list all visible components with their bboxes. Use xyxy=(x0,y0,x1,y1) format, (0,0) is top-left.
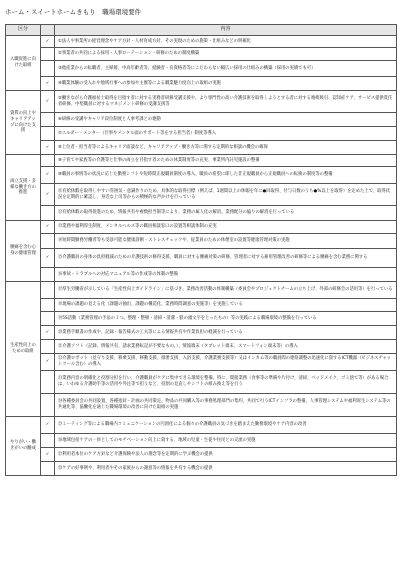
requirement-text-cell xyxy=(55,36,397,48)
check-cell xyxy=(41,268,55,282)
table-row xyxy=(6,48,397,61)
table-row xyxy=(6,417,397,434)
requirement-text-cell xyxy=(55,61,397,77)
table-row xyxy=(6,434,397,448)
check-cell xyxy=(41,354,55,371)
check-cell xyxy=(41,77,55,91)
requirement-text: ㉘ケアの好事例や、利用者やその家族からの謝意等の情報を共有する機会の提供 xyxy=(58,465,213,471)
table-row xyxy=(6,221,397,234)
table-row xyxy=(6,299,397,312)
requirement-text-cell xyxy=(55,234,397,249)
table-row xyxy=(6,61,397,77)
requirement-text-cell xyxy=(55,113,397,127)
checkmark-icon: ✓ xyxy=(45,422,50,428)
check-cell xyxy=(41,371,55,394)
requirement-text: ⑳業務手順書の作成や、記録・報告様式の工夫等による情報共有や作業負担の軽減を行っている xyxy=(58,329,243,335)
table-row xyxy=(6,249,397,268)
table-row xyxy=(6,312,397,326)
table-row xyxy=(6,77,397,91)
check-cell xyxy=(41,394,55,417)
requirement-text: ⑮介護職員の身体の負担軽減のための介護技術の修得支援、職員に対する腰痛対策の研修、管理者に対する雇用管理改善の研修等による腰痛を含む業務に関する xyxy=(58,255,368,261)
category-cell: やりがい・働きがいの醸成 xyxy=(6,417,41,476)
check-cell xyxy=(41,48,55,61)
document-title: ホーム・スイートホームきもり 職場環境要件 xyxy=(5,8,142,16)
check-cell xyxy=(41,184,55,206)
checkmark-icon: ✓ xyxy=(45,98,50,104)
check-cell xyxy=(41,417,55,434)
requirement-text: ⑧上位者・担当者等によるキャリア面談など、キャリアアップ・働き方等に関する定期的な相談の機会の確保 xyxy=(58,144,268,150)
check-cell xyxy=(41,326,55,340)
requirement-text-cell xyxy=(55,371,397,394)
checkmark-icon: ✓ xyxy=(45,255,50,261)
requirement-text: ㉔各種委員会の共同設置、各種指針・計画の共同策定、物品の共同購入等の事務処理部門の集約、共同で行うICTインフラの整備、人事管理システムや福利厚生システム等の共通化等、協働化を通じた職場環境の改善に向けた取組の実施 xyxy=(58,399,391,410)
checkmark-icon: ✓ xyxy=(45,359,50,365)
check-cell xyxy=(41,312,55,326)
check-cell xyxy=(41,167,55,184)
checkmark-icon: ✓ xyxy=(45,224,50,230)
requirement-text: ⑤働きながら介護福祉士取得を目指す者に対する実務者研修受講支援や、より専門性の高い介護技術を取得しようとする者に対する喀痰吸引、認知症ケア、サービス提供責任者研修、中堅職員に対するマネジメント研修の受講支援等 xyxy=(58,95,393,107)
table-row xyxy=(6,141,397,155)
table-row xyxy=(6,268,397,282)
category-cell: 両立支援・多様な働き方の推進 xyxy=(6,155,41,221)
requirement-text: ㉕ミーティング等による職場内コミュニケーションの円滑化による個々の介護職員の気づきを踏まえた勤務環境やケア内容の改善 xyxy=(58,422,307,428)
check-cell xyxy=(41,141,55,155)
requirement-text: ⑩職員の事情等の状況に応じた勤務シフトや短時間正規職員制度の導入、職員の希望に即した非正規職員から正規職員への転換の制度等の整備 xyxy=(58,172,333,178)
table-row xyxy=(6,184,397,206)
requirement-text-cell xyxy=(55,462,397,476)
table-row xyxy=(6,234,397,249)
table-row xyxy=(6,206,397,221)
table-row xyxy=(6,462,397,476)
check-cell xyxy=(41,155,55,167)
checkmark-icon: ✓ xyxy=(45,144,50,150)
table-row xyxy=(6,91,397,113)
checkmark-icon: ✓ xyxy=(45,172,50,178)
check-cell xyxy=(41,113,55,127)
requirement-text-cell xyxy=(55,417,397,434)
table-row xyxy=(6,36,397,48)
table-row xyxy=(6,371,397,394)
check-cell xyxy=(41,127,55,141)
check-cell xyxy=(41,249,55,268)
requirement-text: ⑦エルダー・メンター（仕事やメンタル面のサポート等をする担当者）制度等導入 xyxy=(58,130,217,136)
requirement-text-cell xyxy=(55,326,397,340)
table-row xyxy=(6,155,397,167)
check-cell xyxy=(41,221,55,234)
checkmark-icon: ✓ xyxy=(45,451,50,457)
requirement-text: ①法人や事業所の経営理念やケア方針・人材育成方針、その実現のための施策・仕組みなどの明確化 xyxy=(58,38,251,44)
table-row xyxy=(6,394,397,417)
requirement-text-cell xyxy=(55,155,397,167)
check-cell xyxy=(41,234,55,249)
requirement-text: ③他産業からの転職者、主婦層、中高年齢者等、経験者・有資格者等にこだわらない幅広い採用の仕組みの構築（採用の実績でも可） xyxy=(58,65,316,71)
requirement-text: ⑰厚生労働省が示している「生産性向上ガイドライン」に基づき、業務改善活動の体制構築（委員会やプロジェクトチームの立ち上げ、外部の研修会の活用等）を行っている xyxy=(58,287,393,293)
table-row xyxy=(6,340,397,354)
table-row xyxy=(6,127,397,141)
table-header-row xyxy=(6,25,397,36)
table-row xyxy=(6,448,397,462)
requirement-text-cell xyxy=(55,48,397,61)
header-category: 区分 xyxy=(6,25,41,36)
requirement-text-cell xyxy=(55,249,397,268)
table-row xyxy=(6,167,397,184)
requirement-text-cell xyxy=(55,77,397,91)
requirement-text-cell xyxy=(55,394,397,417)
check-cell xyxy=(41,448,55,462)
requirement-text: ⑱現場の課題の見える化（課題の抽出、課題の構造化、業務時間調査の実施等）を実施している xyxy=(58,302,243,308)
requirement-text-cell xyxy=(55,299,397,312)
requirement-text: ⑪有給休暇を取得しやすい雰囲気・意識作りのため、具体的な取得目標（例えば、1週間以上の休暇を年に●回取得、付与日数のうち●%以上を取得）を定めた上で、取得状況を定期的に確認し、身近な上司等からの積極的な声かけを行っている xyxy=(58,188,391,200)
category-cell: 腰痛を含む心身の健康管理 xyxy=(6,221,41,282)
requirement-text: ㉓業務内容の明確化と役割分担を行い、介護職員がケアに集中できる環境を整備。特に、間接業務（食事等の準備や片付け、清掃、ベッドメイク、ゴミ捨て等）がある場合は、いわゆる介護助手等の活用や外注等で担うなど、役割の見直しやシフトの組み換え等を行う xyxy=(58,376,389,387)
checkmark-icon: ✓ xyxy=(45,329,50,335)
requirement-text: ⑨子育てや家族等の介護等と仕事の両立を目指す者のための休業制度等の充実、事業所内託児施設の整備 xyxy=(58,157,260,163)
header-content: 内容 xyxy=(55,25,397,36)
requirement-text-cell xyxy=(55,167,397,184)
requirement-text-cell xyxy=(55,434,397,448)
table-row xyxy=(6,282,397,299)
requirement-text: ⑫有給休暇の取得促進のため、情報共有や複数担当制等により、業務の属人化の解消、業務配分の偏りの解消を行っている xyxy=(58,210,295,216)
requirement-text-cell xyxy=(55,221,397,234)
category-cell: 資質の向上やキャリアアップに向けた支援 xyxy=(6,91,41,155)
requirement-text-cell xyxy=(55,268,397,282)
requirement-text: ㉒介護ロボット（見守り支援、移乗支援、移動支援、排泄支援、入浴支援、介護業務支援等）又はインカム等の職員間の連絡調整の迅速化に資するICT機器（ビジネスチャットツール含む）の導入 xyxy=(58,356,392,367)
check-cell xyxy=(41,299,55,312)
requirement-text-cell xyxy=(55,127,397,141)
requirement-text: ㉖地域包括ケアの一員としてのモチベーション向上に資する、地域の児童・生徒や住民との交流の実施 xyxy=(58,437,256,443)
checkmark-icon: ✓ xyxy=(45,191,50,197)
table-row xyxy=(6,326,397,340)
requirement-text-cell xyxy=(55,448,397,462)
requirement-text: ⑲5S活動（業務管理の手法の１つ。整理・整頓・清掃・清潔・躾の頭文字をとったもの）等の実践による職場環境の整備を行っている xyxy=(58,315,317,321)
header-check xyxy=(41,25,55,36)
check-cell xyxy=(41,434,55,448)
requirement-text: ⑯事故・トラブルへの対応マニュアル等の作成等の体制の整備 xyxy=(58,271,178,277)
checkmark-icon: ✓ xyxy=(45,38,50,44)
requirement-text: ⑭短時間勤務労働者等も受診可能な健康診断・ストレスチェックや、従業員のための休憩室の設置等健康管理対策の実施 xyxy=(58,238,290,244)
requirements-table xyxy=(5,24,397,476)
requirement-text-cell xyxy=(55,312,397,326)
requirement-text-cell xyxy=(55,184,397,206)
category-cell: 生産性向上のための取組 xyxy=(6,282,41,417)
requirement-text: ②事業者の共同による採用・人事ローテーション・研修のための制度構築 xyxy=(58,51,200,57)
check-cell xyxy=(41,282,55,299)
requirement-text-cell xyxy=(55,91,397,113)
requirement-text-cell xyxy=(55,354,397,371)
check-cell xyxy=(41,340,55,354)
check-cell xyxy=(41,36,55,48)
requirement-text-cell xyxy=(55,206,397,221)
requirement-text-cell xyxy=(55,141,397,155)
table-row xyxy=(6,354,397,371)
check-cell xyxy=(41,61,55,77)
table-row xyxy=(6,113,397,127)
requirement-text: ⑥研修の受講やキャリア段位制度と人事考課との連動 xyxy=(58,116,161,122)
requirement-text: ④職業体験の受入れや地域行事への参加や主催等による職業魅力度向上の取組の実施 xyxy=(58,80,221,86)
requirement-text-cell xyxy=(55,282,397,299)
requirement-text: ㉗利用者本位のケア方針など介護保険や法人の理念等を定期的に学ぶ機会の提供 xyxy=(58,451,213,457)
requirements-body xyxy=(6,36,397,476)
checkmark-icon: ✓ xyxy=(45,80,50,86)
category-cell: 入職促進に向けた取組 xyxy=(6,36,41,91)
requirement-text: ㉑介護ソフト（記録、情報共有、請求業務転記が不要なもの。）、情報端末（タブレット端末、スマートフォン端末等）の導入 xyxy=(58,343,298,349)
requirement-text-cell xyxy=(55,340,397,354)
check-cell xyxy=(41,206,55,221)
check-cell xyxy=(41,91,55,113)
requirement-text: ⑬業務や福利厚生制度、メンタルヘルス等の職員相談窓口の設置等相談体制の充実 xyxy=(58,224,217,230)
check-cell xyxy=(41,462,55,476)
